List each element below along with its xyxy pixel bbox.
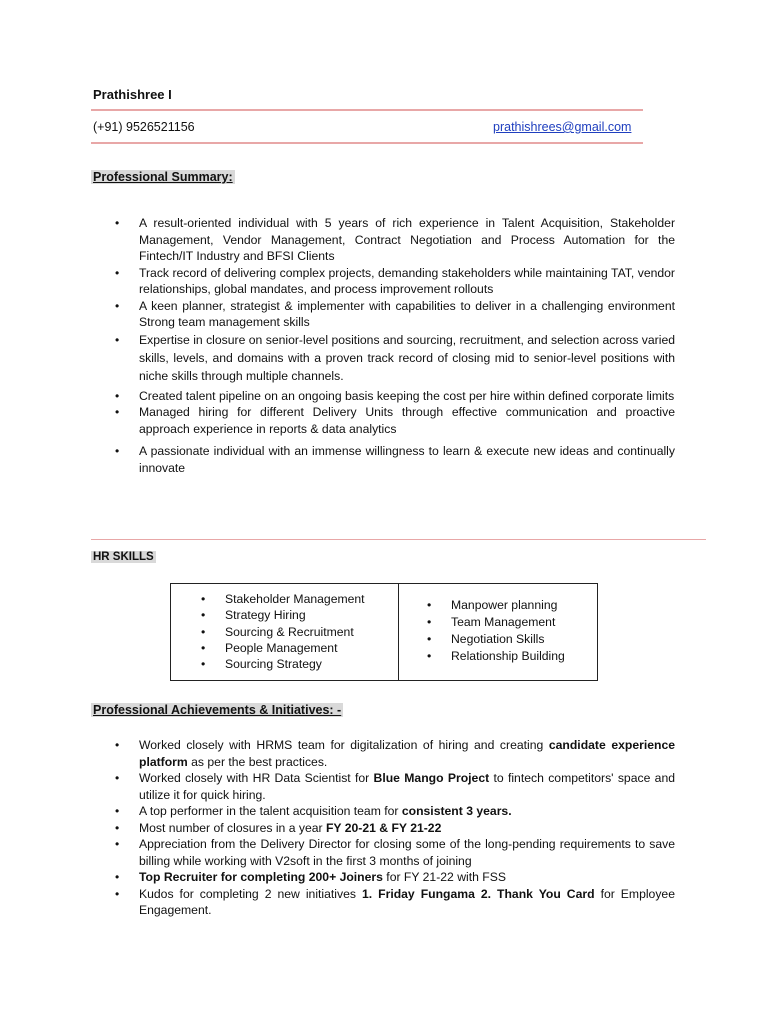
text-segment: Kudos for completing 2 new initiatives [139, 886, 362, 901]
list-item: • Created talent pipeline on an ongoing basis keeping the cost per hire within defined corporate limits [93, 388, 675, 405]
skill-item: • Strategy Hiring [171, 607, 365, 623]
achievements-heading: Professional Achievements & Initiatives: - [93, 703, 342, 717]
candidate-name: Prathishree I [93, 87, 172, 102]
list-item: • A keen planner, strategist & implementer with capabilities to deliver in a challenging environment Strong team management skills [93, 298, 675, 331]
list-item: • Expertise in closure on senior-level positions and sourcing, recruitment, and selection across varied skills, levels, and domains with a proven track record of closing mid to senior-level positions with niche skills through multiple channels. [93, 331, 675, 385]
achievements-list [93, 737, 675, 919]
bold-text: 1. Friday Fungama 2. Thank You Card [361, 886, 595, 901]
divider-line [91, 109, 643, 111]
bold-text: candidate experience platform [139, 738, 676, 769]
achievement-item [93, 803, 675, 820]
skills-column-right [399, 584, 597, 680]
skill-item: • Stakeholder Management [171, 591, 365, 607]
skills-list-right [397, 597, 565, 665]
bold-text: Top Recruiter for completing 200+ Joiners [139, 870, 383, 884]
achievement-item [93, 886, 675, 919]
phone-number: (+91) 9526521156 [93, 120, 195, 134]
hr-skills-heading: HR SKILLS [93, 551, 154, 563]
text-segment: Appreciation from the Delivery Director for closing some of the long-pending requirements to save billing while working with V2soft in the first 3 months of joining [139, 837, 675, 868]
text-segment: A top performer in the talent acquisition team for [139, 804, 402, 818]
list-item: • A result-oriented individual with 5 years of rich experience in Talent Acquisition, Stakeholder Management, Vendor Management, Contract Negotiation and Process Automation for the Fintech/IT Industry and BFSI Clients [93, 215, 675, 265]
skill-item: • Team Management [397, 614, 565, 631]
text-segment: Worked closely with HR Data Scientist for [139, 771, 374, 785]
email-link[interactable]: prathishrees@gmail.com [493, 120, 632, 134]
achievement-item [93, 869, 675, 886]
achievement-item [93, 770, 675, 803]
hr-skills-table [170, 583, 598, 681]
skill-item: • Manpower planning [397, 597, 565, 614]
achievement-item [93, 836, 675, 869]
list-item: • Track record of delivering complex projects, demanding stakeholders while maintaining TAT, vendor relationships, global mandates, and process improvement rollouts [93, 265, 675, 298]
skill-item: • Sourcing Strategy [171, 656, 365, 672]
skill-item: • Sourcing & Recruitment [171, 624, 365, 640]
skill-item: • Relationship Building [397, 648, 565, 665]
professional-summary-heading: Professional Summary: [93, 170, 233, 184]
achievement-item [93, 820, 675, 837]
divider-line [91, 142, 643, 144]
summary-list [93, 215, 675, 476]
text-segment: for FY 21-22 with FSS [382, 870, 506, 884]
list-item: • A passionate individual with an immense willingness to learn & execute new ideas and continually innovate [93, 443, 675, 476]
skill-item: • People Management [171, 640, 365, 656]
text-segment: Most number of closures in a year [139, 820, 326, 835]
bold-text: consistent 3 years. [401, 804, 512, 818]
list-item: • Managed hiring for different Delivery Units through effective communication and proactive approach experience in reports & data analytics [93, 404, 675, 437]
text-segment: Worked closely with HRMS team for digitalization of hiring and creating [139, 738, 549, 752]
text-segment: for Employee Engagement. [139, 886, 675, 917]
text-segment: as per the best practices. [187, 754, 328, 769]
skills-list-left [171, 591, 365, 672]
bold-text: FY 20-21 & FY 21-22 [325, 820, 442, 835]
achievement-item [93, 737, 675, 770]
text-segment: to fintech competitors' space and utilize it for quick hiring. [139, 771, 675, 802]
divider-line [91, 539, 706, 540]
skills-column-left [171, 584, 399, 680]
skill-item: • Negotiation Skills [397, 631, 565, 648]
bold-text: Blue Mango Project [373, 771, 490, 785]
